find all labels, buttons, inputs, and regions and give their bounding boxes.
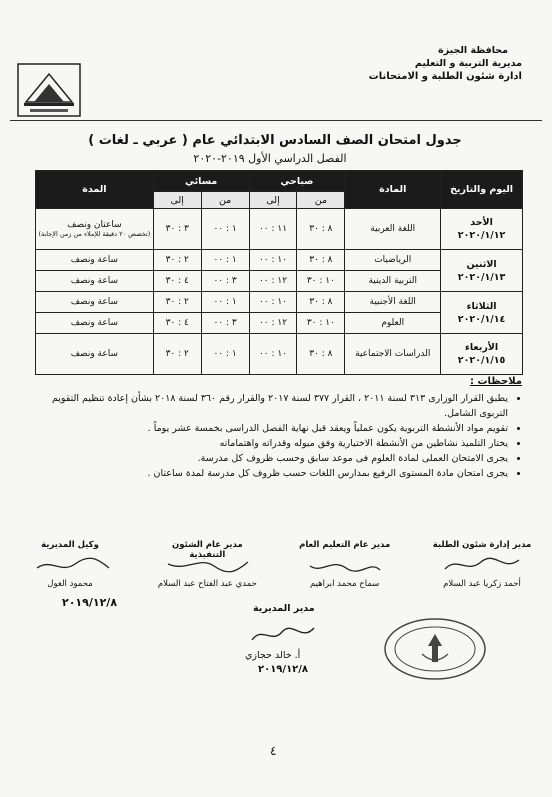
notes-title: ملاحظات : [469, 376, 522, 387]
note-item: • يختار التلميذ نشاطين من الأنشطة الاختيارية وفق ميوله وقدراته واهتماماته [30, 436, 508, 451]
morning-from-cell: ١٠ : ٣٠ [297, 271, 345, 292]
header-morning-to: إلى [249, 192, 297, 209]
notes-section [30, 374, 522, 481]
table-row [36, 292, 523, 313]
duration-cell: ساعة ونصف [36, 271, 154, 292]
signature-scribble-icon [300, 554, 390, 576]
duration-cell: ساعة ونصف [36, 334, 154, 375]
header-evening-from: من [201, 192, 249, 209]
day-date: ٢٠٢٠/١/١٤ [457, 313, 506, 325]
duration-note: (تخصص ٢٠ دقيقة للإملاء من زمن الإجابة) [38, 230, 151, 238]
morning-from-cell: ٨ : ٣٠ [297, 250, 345, 271]
signature-scribble-icon [437, 554, 527, 576]
day-cell [441, 292, 523, 334]
day-cell [441, 334, 523, 375]
evening-from-cell: ١ : ٠٠ [201, 334, 249, 375]
page-subtitle: الفصل الدراسي الأول ٢٠١٩-٢٠٢٠ [193, 152, 347, 165]
morning-from-cell: ٨ : ٣٠ [297, 334, 345, 375]
note-item: • يجرى الامتحان العملى لمادة العلوم فى موعد سابق وحسب ظروف كل مدرسة. [30, 451, 508, 466]
signature-title: مدير إدارة شئون الطلبة [432, 540, 532, 550]
header-divider [10, 120, 542, 121]
signature-scribble-icon [25, 554, 115, 576]
duration-cell: ساعة ونصف [36, 313, 154, 334]
page-title: جدول امتحان الصف السادس الابتدائي عام ( عربي ـ لغات ) [88, 133, 462, 148]
signature-block [432, 540, 532, 589]
day-cell [441, 250, 523, 292]
header-duration: المدة [36, 171, 154, 209]
evening-to-cell: ٢ : ٣٠ [153, 292, 201, 313]
header-morning-from: من [297, 192, 345, 209]
evening-to-cell: ٤ : ٣٠ [153, 313, 201, 334]
morning-to-cell: ١١ : ٠٠ [249, 209, 297, 250]
header-day: اليوم والتاريخ [441, 171, 523, 209]
subject-cell: اللغة الأجنبية [345, 292, 441, 313]
day-cell [441, 209, 523, 250]
morning-to-cell: ١٠ : ٠٠ [249, 292, 297, 313]
directorate-line: مديرية التربية و التعليم [414, 58, 522, 69]
evening-from-cell: ٣ : ٠٠ [201, 271, 249, 292]
subject-cell: التربية الدينية [345, 271, 441, 292]
governorate-line: محافظة الجيزة [438, 45, 508, 56]
issuer-header [272, 44, 522, 83]
subject-cell: العلوم [345, 313, 441, 334]
signature-date: ٢٠١٩/١٢/٨ [62, 596, 118, 609]
day-name: الاثنين [466, 258, 497, 270]
day-date: ٢٠٢٠/١/١٥ [457, 355, 506, 366]
subject-cell: اللغة العربية [345, 209, 441, 250]
table-row [36, 250, 523, 271]
evening-from-cell: ٣ : ٠٠ [201, 313, 249, 334]
morning-to-cell: ١٠ : ٠٠ [249, 250, 297, 271]
signature-name: محمود الغول [47, 579, 93, 589]
page-number: ٤ [270, 744, 277, 758]
evening-to-cell: ٢ : ٣٠ [153, 250, 201, 271]
duration-cell: ساعة ونصف [36, 292, 154, 313]
signature-block [20, 540, 120, 589]
note-item: • يجرى امتحان مادة المستوى الرفيع بمدارس اللغات حسب ظروف كل مدرسة لمدة ساعتان . [30, 466, 508, 481]
subject-cell: الدراسات الاجتماعية [345, 334, 441, 375]
evening-from-cell: ١ : ٠٠ [201, 292, 249, 313]
evening-to-cell: ٤ : ٣٠ [153, 271, 201, 292]
signature-block [157, 540, 257, 589]
day-date: ٢٠٢٠/١/١٢ [457, 230, 506, 241]
directorate-logo [14, 62, 84, 118]
header-morning: صباحي [249, 171, 345, 192]
duration-text: ساعتان ونصف [67, 220, 122, 230]
note-item: • تقويم مواد الأنشطة التربوية يكون عملياً ويعقد قبل نهاية الفصل الدراسى بخمسة عشر يوماً . [30, 421, 508, 436]
evening-from-cell: ١ : ٠٠ [201, 209, 249, 250]
day-date: ٢٠٢٠/١/١٣ [457, 271, 506, 283]
signature-scribble-icon [162, 554, 252, 576]
director-name: أ. خالد حجازي [245, 650, 301, 661]
note-item: • يطبق القرار الوزارى ٣١٣ لسنة ٢٠١١ ، القرار ٣٧٧ لسنة ٢٠١٧ والقرار رقم ٣٦٠ لسنة ٢٠١٨ بشأن إعادة تنظيم التقويم التربوى الشامل. [30, 391, 508, 421]
day-name: الأحد [470, 217, 493, 228]
table-row [36, 209, 523, 250]
header-evening-to: إلى [153, 192, 201, 209]
duration-cell: ساعة ونصف [36, 250, 154, 271]
signature-title: مدير عام التعليم العام [299, 540, 391, 550]
signature-title: وكيل المديرية [41, 540, 99, 550]
signature-name: حمدي عبد الفتاح عبد السلام [157, 579, 257, 589]
morning-from-cell: ٨ : ٣٠ [297, 209, 345, 250]
duration-cell [36, 209, 154, 250]
table-row [36, 334, 523, 375]
header-evening: مسائي [153, 171, 249, 192]
morning-from-cell: ١٠ : ٣٠ [297, 313, 345, 334]
morning-to-cell: ١٢ : ٠٠ [249, 313, 297, 334]
signature-name: سماح محمد ابراهيم [309, 579, 380, 589]
department-line: ادارة شئون الطلبة و الامتحانات [368, 71, 522, 82]
morning-to-cell: ١٠ : ٠٠ [249, 334, 297, 375]
evening-to-cell: ٣ : ٣٠ [153, 209, 201, 250]
header-subject: المادة [345, 171, 441, 209]
morning-to-cell: ١٢ : ٠٠ [249, 271, 297, 292]
director-signature-icon [248, 622, 318, 648]
morning-from-cell: ٨ : ٣٠ [297, 292, 345, 313]
day-name: الأربعاء [464, 342, 499, 353]
evening-to-cell: ٢ : ٣٠ [153, 334, 201, 375]
signature-block [295, 540, 395, 589]
director-title: مدير المديرية [253, 603, 315, 614]
director-date: ٢٠١٩/١٢/٨ [258, 664, 309, 675]
exam-schedule-table [35, 170, 523, 375]
signature-title: مدير عام الشئون التنفيذية [172, 540, 243, 560]
evening-from-cell: ١ : ٠٠ [201, 250, 249, 271]
subject-cell: الرياضيات [345, 250, 441, 271]
signatures-row [20, 540, 532, 589]
signature-name: أحمد زكريا عبد السلام [443, 579, 521, 589]
day-name: الثلاثاء [466, 300, 497, 312]
official-seal-icon [380, 614, 490, 684]
